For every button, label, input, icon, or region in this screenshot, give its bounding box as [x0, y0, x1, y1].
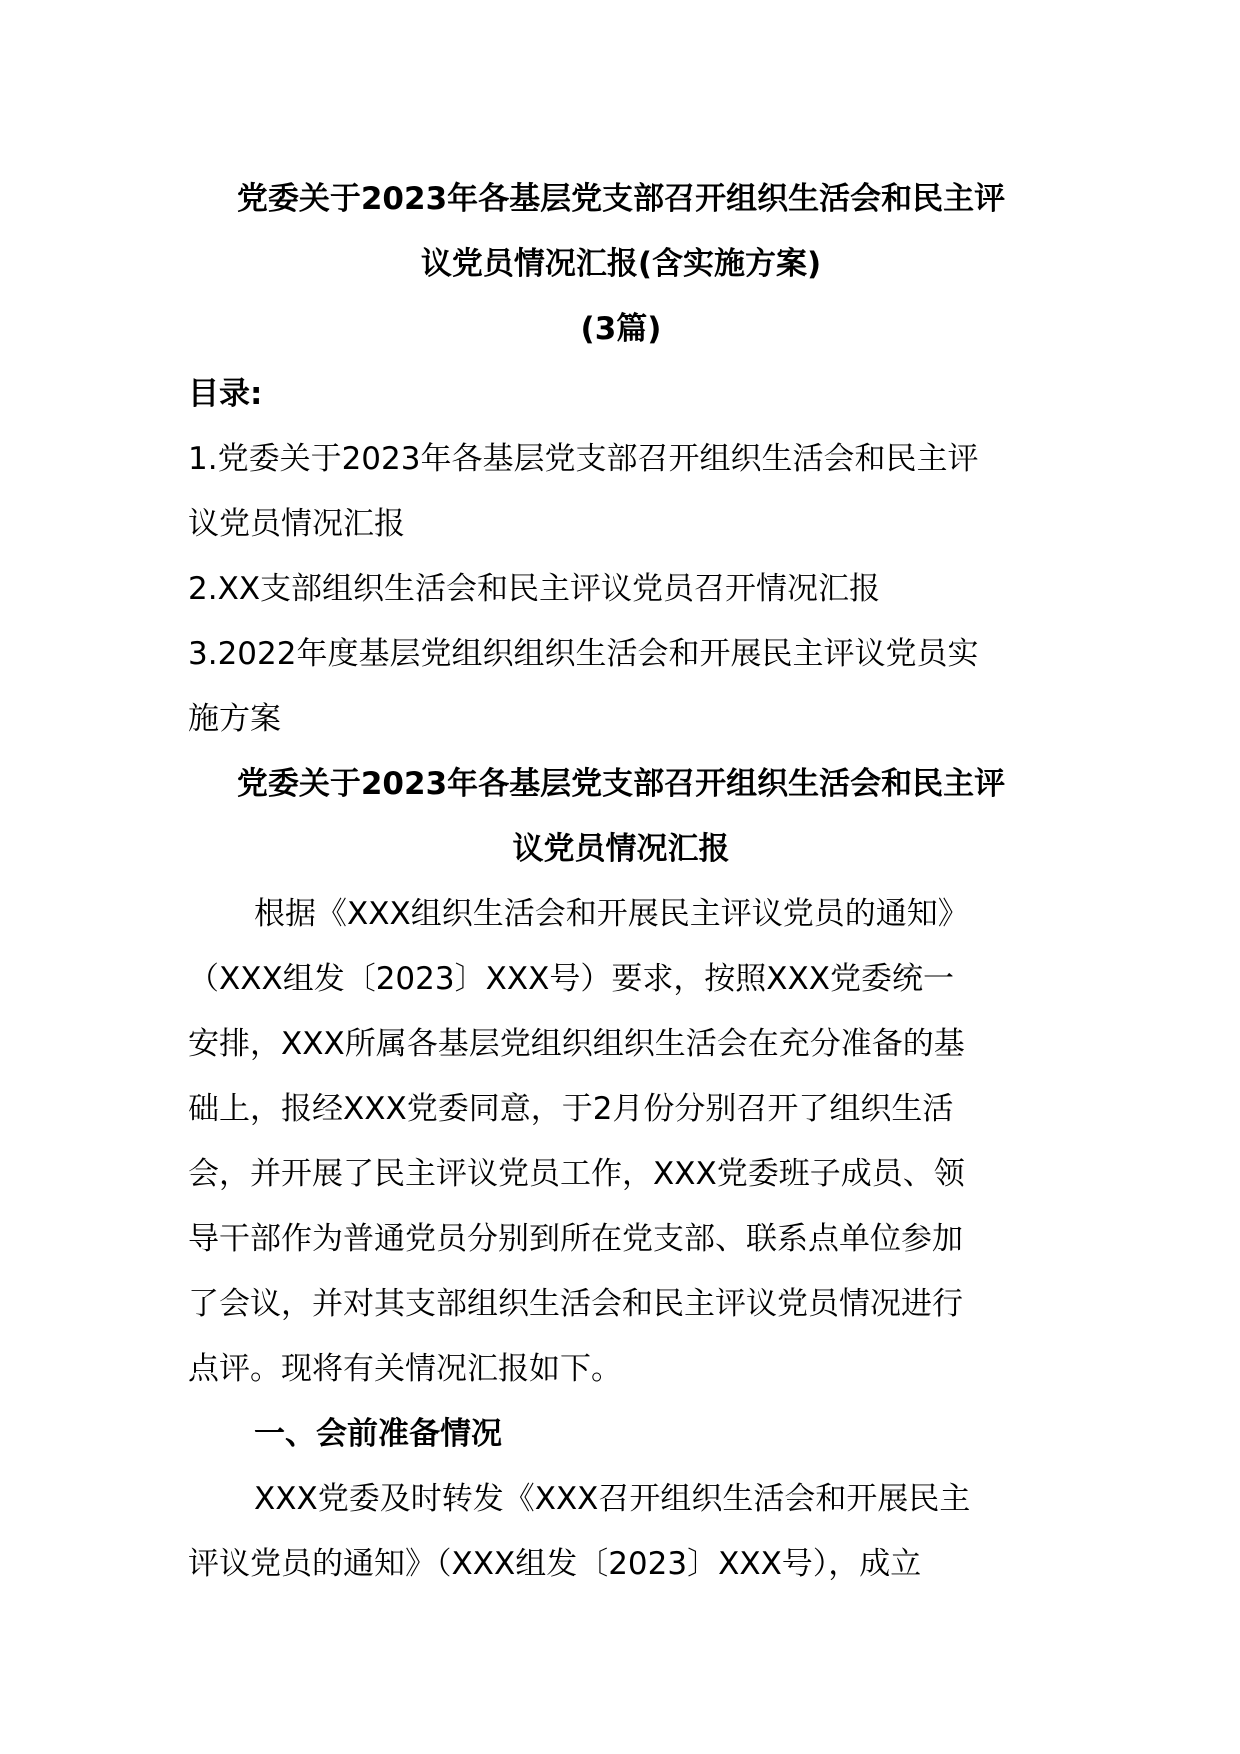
- paragraph-2-line: XXX党委及时转发《XXX召开组织生活会和开展民主: [254, 1481, 971, 1517]
- paragraph-1-line: 安排，XXX所属各基层党组织组织生活会在充分准备的基: [188, 1026, 965, 1062]
- paragraph-1-line: 会，并开展了民主评议党员工作，XXX党委班子成员、领: [188, 1156, 965, 1192]
- main-title: [188, 167, 1054, 362]
- heading-meeting-preparation: 一、会前准备情况: [254, 1416, 502, 1452]
- table-of-contents: [188, 362, 1054, 752]
- paragraph-1-line: 础上，报经XXX党委同意，于2月份分别召开了组织生活: [188, 1091, 954, 1127]
- paragraph-2-line: 评议党员的通知》（XXX组发〔2023〕XXX号），成立: [188, 1546, 922, 1582]
- toc-item-2-line-1: 2.XX支部组织生活会和民主评议党员召开情况汇报: [188, 571, 881, 607]
- toc-item-3-line-2: 施方案: [188, 701, 281, 737]
- paragraph-1-line: 根据《XXX组织生活会和开展民主评议党员的通知》: [254, 896, 969, 932]
- toc-item-1-line-1: 1.党委关于2023年各基层党支部召开组织生活会和民主评: [188, 441, 979, 477]
- toc-item-1-line-2: 议党员情况汇报: [188, 506, 405, 542]
- section-title: [188, 752, 1054, 882]
- paragraph-1-line: 导干部作为普通党员分别到所在党支部、联系点单位参加: [188, 1221, 963, 1257]
- toc-item-1: [188, 427, 1054, 557]
- paragraph-1-line: 点评。现将有关情况汇报如下。: [188, 1351, 622, 1387]
- paragraph-1-line: （XXX组发〔2023〕XXX号）要求，按照XXX党委统一: [188, 961, 955, 997]
- main-title-line-1: 党委关于2023年各基层党支部召开组织生活会和民主评: [236, 181, 1006, 217]
- toc-item-2: [188, 557, 1054, 622]
- section-title-line-2: 议党员情况汇报: [512, 831, 730, 867]
- paragraph-2: [188, 1467, 1054, 1597]
- main-title-line-2: 议党员情况汇报(含实施方案): [420, 246, 822, 282]
- toc-item-3: [188, 622, 1054, 752]
- paragraph-1: [188, 882, 1054, 1402]
- toc-heading: 目录:: [188, 376, 263, 412]
- section-title-line-1: 党委关于2023年各基层党支部召开组织生活会和民主评: [236, 766, 1006, 802]
- document-content: [188, 167, 1054, 1597]
- toc-item-3-line-1: 3.2022年度基层党组织组织生活会和开展民主评议党员实: [188, 636, 979, 672]
- paragraph-1-line: 了会议，并对其支部组织生活会和民主评议党员情况进行: [188, 1286, 963, 1322]
- main-title-line-3: (3篇): [580, 311, 662, 347]
